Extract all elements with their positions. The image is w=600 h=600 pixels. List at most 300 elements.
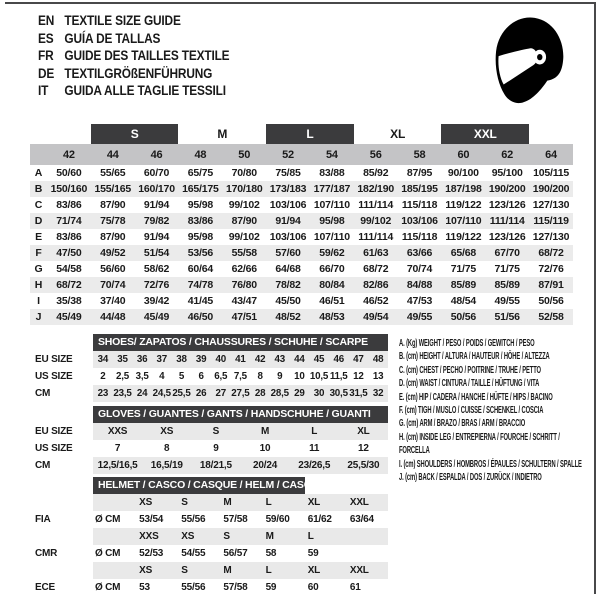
measure-cell: 71/75 [450,263,476,275]
measure-cell: 70/74 [91,277,135,293]
measure-cell: 71/75 [494,263,520,275]
value-cell: 54/55 [181,548,206,559]
language-row [38,30,229,48]
measure-cell: 48/52 [266,309,310,325]
measure-cell: 150/160 [47,181,91,197]
size-band-empty [47,124,91,144]
measure-cell: 44/48 [91,309,135,325]
measure-cell: 103/106 [269,231,307,243]
size-header-cell: S [177,562,219,579]
table-row [30,351,388,368]
measure-cell: 95/98 [187,231,214,243]
measure-cell: 115/118 [401,231,438,243]
row-label: A [34,167,43,179]
measure-cell: 67/70 [485,245,529,261]
measure-cell: 56/60 [100,263,126,275]
value-cell: 27 [211,385,231,402]
language-row [38,47,229,65]
table-row [30,423,388,440]
table-title-bar: GLOVES / GUANTES / GANTS / HANDSCHUHE / GUANTI [93,406,388,423]
unit-label: Ø CM [95,548,121,559]
size-header-cell: L [262,562,304,579]
value-cell: 43 [270,351,290,368]
measure-cell: 83/86 [56,199,82,211]
measure-cell: 45/50 [275,295,301,307]
value-cell: 59 [307,548,319,559]
measure-cell: 177/187 [310,181,354,197]
measure-cell: 47/50 [47,245,91,261]
value-cell: 52/53 [139,548,164,559]
value-cell: 55/56 [181,514,206,525]
measure-cell: 50/56 [441,309,485,325]
measure-cell: 85/89 [441,277,485,293]
value-cell: 16,5/19 [142,457,191,474]
measure-cell: 62/66 [231,263,257,275]
measure-cell: 103/106 [398,213,442,229]
measure-cell: 58/62 [143,263,170,275]
table-row [30,229,573,245]
value-cell: 28 [250,385,270,402]
size-header-cell: M [262,528,304,545]
size-header-cell: 48 [178,144,222,165]
size-header-cell: XS [177,528,219,545]
value-cell: 56/57 [223,548,248,559]
legend-item: D. (cm) WAIST / CINTURA / TAILLE / HÜFTUNG / VITA [399,378,540,390]
language-code: ES [38,30,54,46]
measure-cell: 46/52 [363,295,389,307]
size-header-cell: XL [304,562,346,579]
size-header-cell: 54 [310,144,354,165]
measure-cell: 83/86 [178,213,222,229]
measure-cell: 119/122 [445,199,482,211]
measure-cell: 155/165 [91,181,135,197]
value-cell: 29 [290,385,310,402]
measure-cell: 51/56 [485,309,529,325]
value-cell: 57/58 [223,514,248,525]
measure-cell: 87/90 [222,213,266,229]
measure-cell: 182/190 [354,181,398,197]
value-cell: XS [142,423,191,440]
size-header-cell: 42 [47,144,91,165]
frame-border-right [594,2,596,594]
value-cell: 35 [113,351,133,368]
guide-title: GUÍA DE TALLAS [64,30,161,46]
value-cell: 34 [93,351,113,368]
measure-cell: 185/195 [398,181,442,197]
measure-cell: 60/70 [143,167,170,179]
guide-title: TEXTILE SIZE GUIDE [64,13,181,28]
value-cell: 11 [309,443,320,454]
measure-cell: 70/74 [406,263,433,275]
helmet-size-row [30,562,388,579]
shoes-size-table [30,334,388,402]
helmet-size-table [30,477,388,596]
measure-cell: 63/66 [398,245,442,261]
size-header-cell: M [219,562,261,579]
row-label: H [30,277,47,293]
value-cell: 9 [277,371,283,382]
value-cell: 12 [353,371,364,382]
value-cell: 23/26,5 [290,457,339,474]
value-cell: 63/64 [349,514,374,525]
value-cell: 37 [152,351,172,368]
sub-title-row [30,334,388,351]
measure-cell: 35/38 [56,295,82,307]
value-cell: 32 [368,385,388,402]
gloves-size-table [30,406,388,474]
value-cell: 7,5 [233,371,247,382]
measure-cell: 87/90 [100,231,126,243]
measure-cell: 48/53 [310,309,354,325]
value-cell: M [240,423,289,440]
measure-cell: 49/52 [91,245,135,261]
measure-cell: 76/80 [222,277,266,293]
frame-border-top [5,2,596,4]
measure-cell: 49/55 [398,309,442,325]
measure-cell: 119/122 [445,231,482,243]
sub-title-row [30,477,388,494]
size-band-XXL: XXL [441,124,529,144]
value-cell: 24,5 [152,385,172,402]
measure-cell: 84/88 [398,277,442,293]
table-row [30,181,573,197]
measure-cell: 48/54 [450,295,476,307]
table-title-bar: SHOES/ ZAPATOS / CHAUSSURES / SCHUHE / SCARPE [93,334,388,351]
measure-cell: 111/114 [358,199,394,211]
textile-size-table [30,124,573,325]
helmet-size-row [30,528,388,545]
measure-cell: 115/119 [529,213,573,229]
legend-item: C. (cm) CHEST / PECHO / POITRINE / TRUHE / PETTO [399,364,541,376]
table-row [30,440,388,457]
measure-cell: 51/54 [135,245,179,261]
table-row [30,293,573,309]
value-cell: 9 [213,443,219,454]
measure-cell: 87/90 [100,199,126,211]
size-band-XL: XL [390,127,406,141]
language-row [38,65,229,83]
value-cell: 48 [368,351,388,368]
value-cell: 13 [372,371,384,382]
row-label: C [34,199,43,211]
measure-cell: 54/58 [56,263,82,275]
value-cell: 18/21,5 [191,457,240,474]
size-header-cell: 64 [529,144,573,165]
value-cell: 57/58 [223,582,248,593]
value-cell: 41 [231,351,251,368]
row-label: F [30,245,47,261]
measure-cell: 75/85 [275,167,301,179]
measure-cell: 123/126 [488,199,526,211]
table-row [30,457,388,474]
measure-cell: 64/68 [275,263,301,275]
guide-title: GUIDA ALLE TAGLIE TESSILI [64,83,226,98]
table-row [30,277,573,293]
row-label: CM [35,460,51,471]
size-header-cell: 58 [398,144,442,165]
row-label [30,494,93,511]
value-cell: 61 [349,582,361,593]
racing-helmet-icon [486,13,570,111]
measure-cell: 91/94 [266,213,310,229]
legend-item: E. (cm) HIP / CADERA / HANCHE / HÜFTE / HIPS / BACINO [399,391,553,403]
value-cell: 44 [290,351,310,368]
size-header-cell: XXL [346,494,388,511]
value-cell: 46 [329,351,349,368]
value-cell: 39 [191,351,211,368]
row-label: US SIZE [35,443,73,454]
measure-cell: 52/58 [529,309,573,325]
measure-cell: 46/51 [319,295,345,307]
legend-item: B. (cm) HEIGHT / ALTURA / HAUTEUR / HÖHE / ALTEZZA [399,351,550,363]
size-header-cell: XL [304,494,346,511]
unit-label: Ø CM [95,514,121,525]
size-header-cell: M [219,494,261,511]
value-cell: 59/60 [265,514,290,525]
legend-item: G. (cm) ARM / BRAZO / BRAS / ARM / BRACCIO [399,418,526,430]
value-cell: 20/24 [240,457,289,474]
size-band-M: M [217,127,228,141]
value-cell: 2,5 [115,371,129,382]
value-cell: 23 [93,385,113,402]
row-label: J [30,309,47,325]
size-header-cell: 44 [91,144,135,165]
value-cell: L [290,423,339,440]
measure-cell: 80/84 [310,277,354,293]
value-cell: 2 [100,371,106,382]
row-label: EU SIZE [35,426,73,437]
measure-cell: 45/49 [135,309,179,325]
row-label: CM [35,388,51,399]
row-label: ECE [35,582,55,593]
value-cell: 7 [114,443,121,454]
measure-cell: 37/40 [100,295,126,307]
measure-cell: 111/114 [358,231,394,243]
language-list [38,12,229,100]
value-cell: 55/56 [181,582,206,593]
measure-cell: 70/80 [231,167,257,179]
measure-cell: 50/56 [538,295,564,307]
value-cell: 59 [265,582,277,593]
measure-cell: 95/100 [491,167,523,179]
value-cell: 45 [309,351,329,368]
value-cell: 61/62 [307,514,332,525]
value-cell: 3,5 [135,371,149,382]
size-header-cell: XS [135,494,177,511]
value-cell: 38 [172,351,192,368]
value-cell: 10 [294,371,305,382]
helmet-value-row [30,579,388,596]
measure-cell: 127/130 [532,199,570,211]
table-row [30,385,388,402]
table-title-bar: HELMET / CASCO / CASQUE / HELM / CASCO [93,477,305,494]
value-cell: 36 [132,351,152,368]
measure-cell: 105/115 [533,167,570,179]
measure-cell: 43/47 [231,295,257,307]
measure-cell: 74/78 [178,277,222,293]
measure-cell: 72/76 [538,263,564,275]
size-header-cell: S [177,494,219,511]
sub-title-row [30,406,388,423]
legend-item: F. (cm) TIGH / MUSLO / CUISSE / SCHENKEL / COSCIA [399,405,544,417]
corner-cell [30,144,47,165]
measure-cell: 66/70 [319,263,345,275]
size-header-cell: 56 [354,144,398,165]
measure-cell: 90/100 [447,167,479,179]
measure-cell: 115/118 [401,199,438,211]
value-cell: 30,5 [329,385,349,402]
measurement-legend [399,337,592,484]
numeric-size-row [30,144,573,165]
value-cell: 8 [257,371,263,382]
measure-cell: 127/130 [532,231,570,243]
measure-cell: 107/110 [441,213,485,229]
measure-cell: 78/82 [266,277,310,293]
measure-cell: 103/106 [269,199,307,211]
table-row [30,261,573,277]
row-label: E [35,231,42,243]
language-code: FR [38,48,54,63]
size-header-cell: L [262,494,304,511]
measure-cell: 50/60 [56,167,82,179]
measure-cell: 190/200 [485,181,529,197]
measure-cell: 39/42 [143,295,170,307]
measure-cell: 165/175 [178,181,222,197]
measure-cell: 85/89 [485,277,529,293]
table-row [30,165,573,181]
measure-cell: 68/72 [363,263,389,275]
row-label: FIA [35,514,51,525]
table-row [30,368,388,385]
guide-title: TEXTILGRÖßENFÜHRUNG [64,65,213,81]
measure-cell: 173/183 [266,181,310,197]
measure-cell: 170/180 [222,181,266,197]
size-header-cell [346,528,388,545]
measure-cell: 53/56 [178,245,222,261]
row-label: CMR [35,548,58,559]
legend-item: J. (cm) BACK / ESPALDA / DOS / ZURÜCK / INDIETRO [399,472,542,484]
value-cell: XL [339,423,388,440]
corner-cell [30,124,47,144]
value-cell: 58 [265,548,277,559]
value-cell: 28,5 [270,385,290,402]
measure-cell: 60/64 [187,263,214,275]
measure-cell: 85/92 [363,167,389,179]
measure-cell: 57/60 [266,245,310,261]
measure-cell: 49/54 [354,309,398,325]
value-cell: 24 [132,385,152,402]
size-header-cell: S [219,528,261,545]
size-band-L: L [266,124,354,144]
measure-cell: 99/102 [228,199,260,211]
value-cell: 8 [164,443,170,454]
helmet-value-row [30,545,388,562]
value-cell: 53 [139,582,150,593]
measure-cell: 123/126 [488,231,526,243]
measure-cell: 190/200 [529,181,573,197]
row-label [30,562,93,579]
value-cell: 10 [259,443,271,454]
value-cell: 30 [309,385,329,402]
measure-cell: 45/49 [47,309,91,325]
helmet-size-row [30,494,388,511]
measure-cell: 83/86 [56,231,82,243]
table-row [30,213,573,229]
measure-cell: 47/53 [406,295,433,307]
measure-cell: 46/50 [178,309,222,325]
row-label: I [37,295,40,307]
measure-cell: 61/63 [354,245,398,261]
measure-cell: 65/75 [187,167,214,179]
language-code: EN [38,13,55,28]
size-header-cell: 52 [266,144,310,165]
value-cell: 31,5 [349,385,369,402]
helmet-value-row [30,511,388,528]
measure-cell: 82/86 [354,277,398,293]
value-cell: 4 [159,371,165,382]
guide-title: GUIDE DES TAILLES TEXTILE [64,48,230,63]
measure-cell: 72/76 [135,277,179,293]
size-band-empty [529,124,573,144]
measure-cell: 91/94 [143,199,170,211]
size-header-cell: 50 [222,144,266,165]
measure-cell: 47/51 [222,309,266,325]
value-cell: 26 [191,385,211,402]
language-code: DE [38,65,55,81]
value-cell: 5 [178,371,185,382]
measure-cell: 59/62 [310,245,354,261]
value-cell: 11,5 [329,371,348,382]
measure-cell: 55/65 [100,167,126,179]
value-cell: 12 [358,443,369,454]
legend-item: H. (cm) INSIDE LEG / ENTREPIERNA / FOURCHE / SCHRITT / FORCELLA [399,431,560,457]
row-label: D [30,213,47,229]
legend-item: I. (cm) SHOULDERS / HOMBROS / ÉPAULES / SCHULTERN / SPALLE [399,458,582,470]
measure-cell: 99/102 [228,231,260,243]
value-cell: 23,5 [113,385,133,402]
row-label [30,528,93,545]
language-row [38,12,229,30]
legend-item: A. (Kg) WEIGHT / PESO / POIDS / GEWITCH / PESO [399,338,535,349]
measure-cell: 83/88 [319,167,345,179]
row-label: G [34,263,43,275]
measure-cell: 68/72 [529,245,573,261]
size-band-S: S [91,124,179,144]
table-row [30,197,573,213]
language-code: IT [38,83,49,98]
value-cell: 6 [198,371,204,382]
size-header-cell: 46 [135,144,179,165]
value-cell: 10,5 [309,371,329,382]
measure-cell: 99/102 [354,213,398,229]
value-cell: XXS [93,423,142,440]
size-header-cell: 60 [441,144,485,165]
value-cell: 42 [250,351,270,368]
value-cell: 47 [349,351,369,368]
measure-cell: 79/82 [135,213,179,229]
size-header-cell: XXS [135,528,177,545]
measure-cell: 95/98 [310,213,354,229]
row-label: US SIZE [35,371,73,382]
size-band-row [30,124,573,144]
measure-cell: 160/170 [135,181,179,197]
language-row [38,82,229,100]
size-header-cell: L [304,528,346,545]
measure-cell: 87/91 [529,277,573,293]
measure-cell: 87/95 [406,167,433,179]
measure-cell: 55/58 [222,245,266,261]
value-cell: 25,5 [172,385,192,402]
